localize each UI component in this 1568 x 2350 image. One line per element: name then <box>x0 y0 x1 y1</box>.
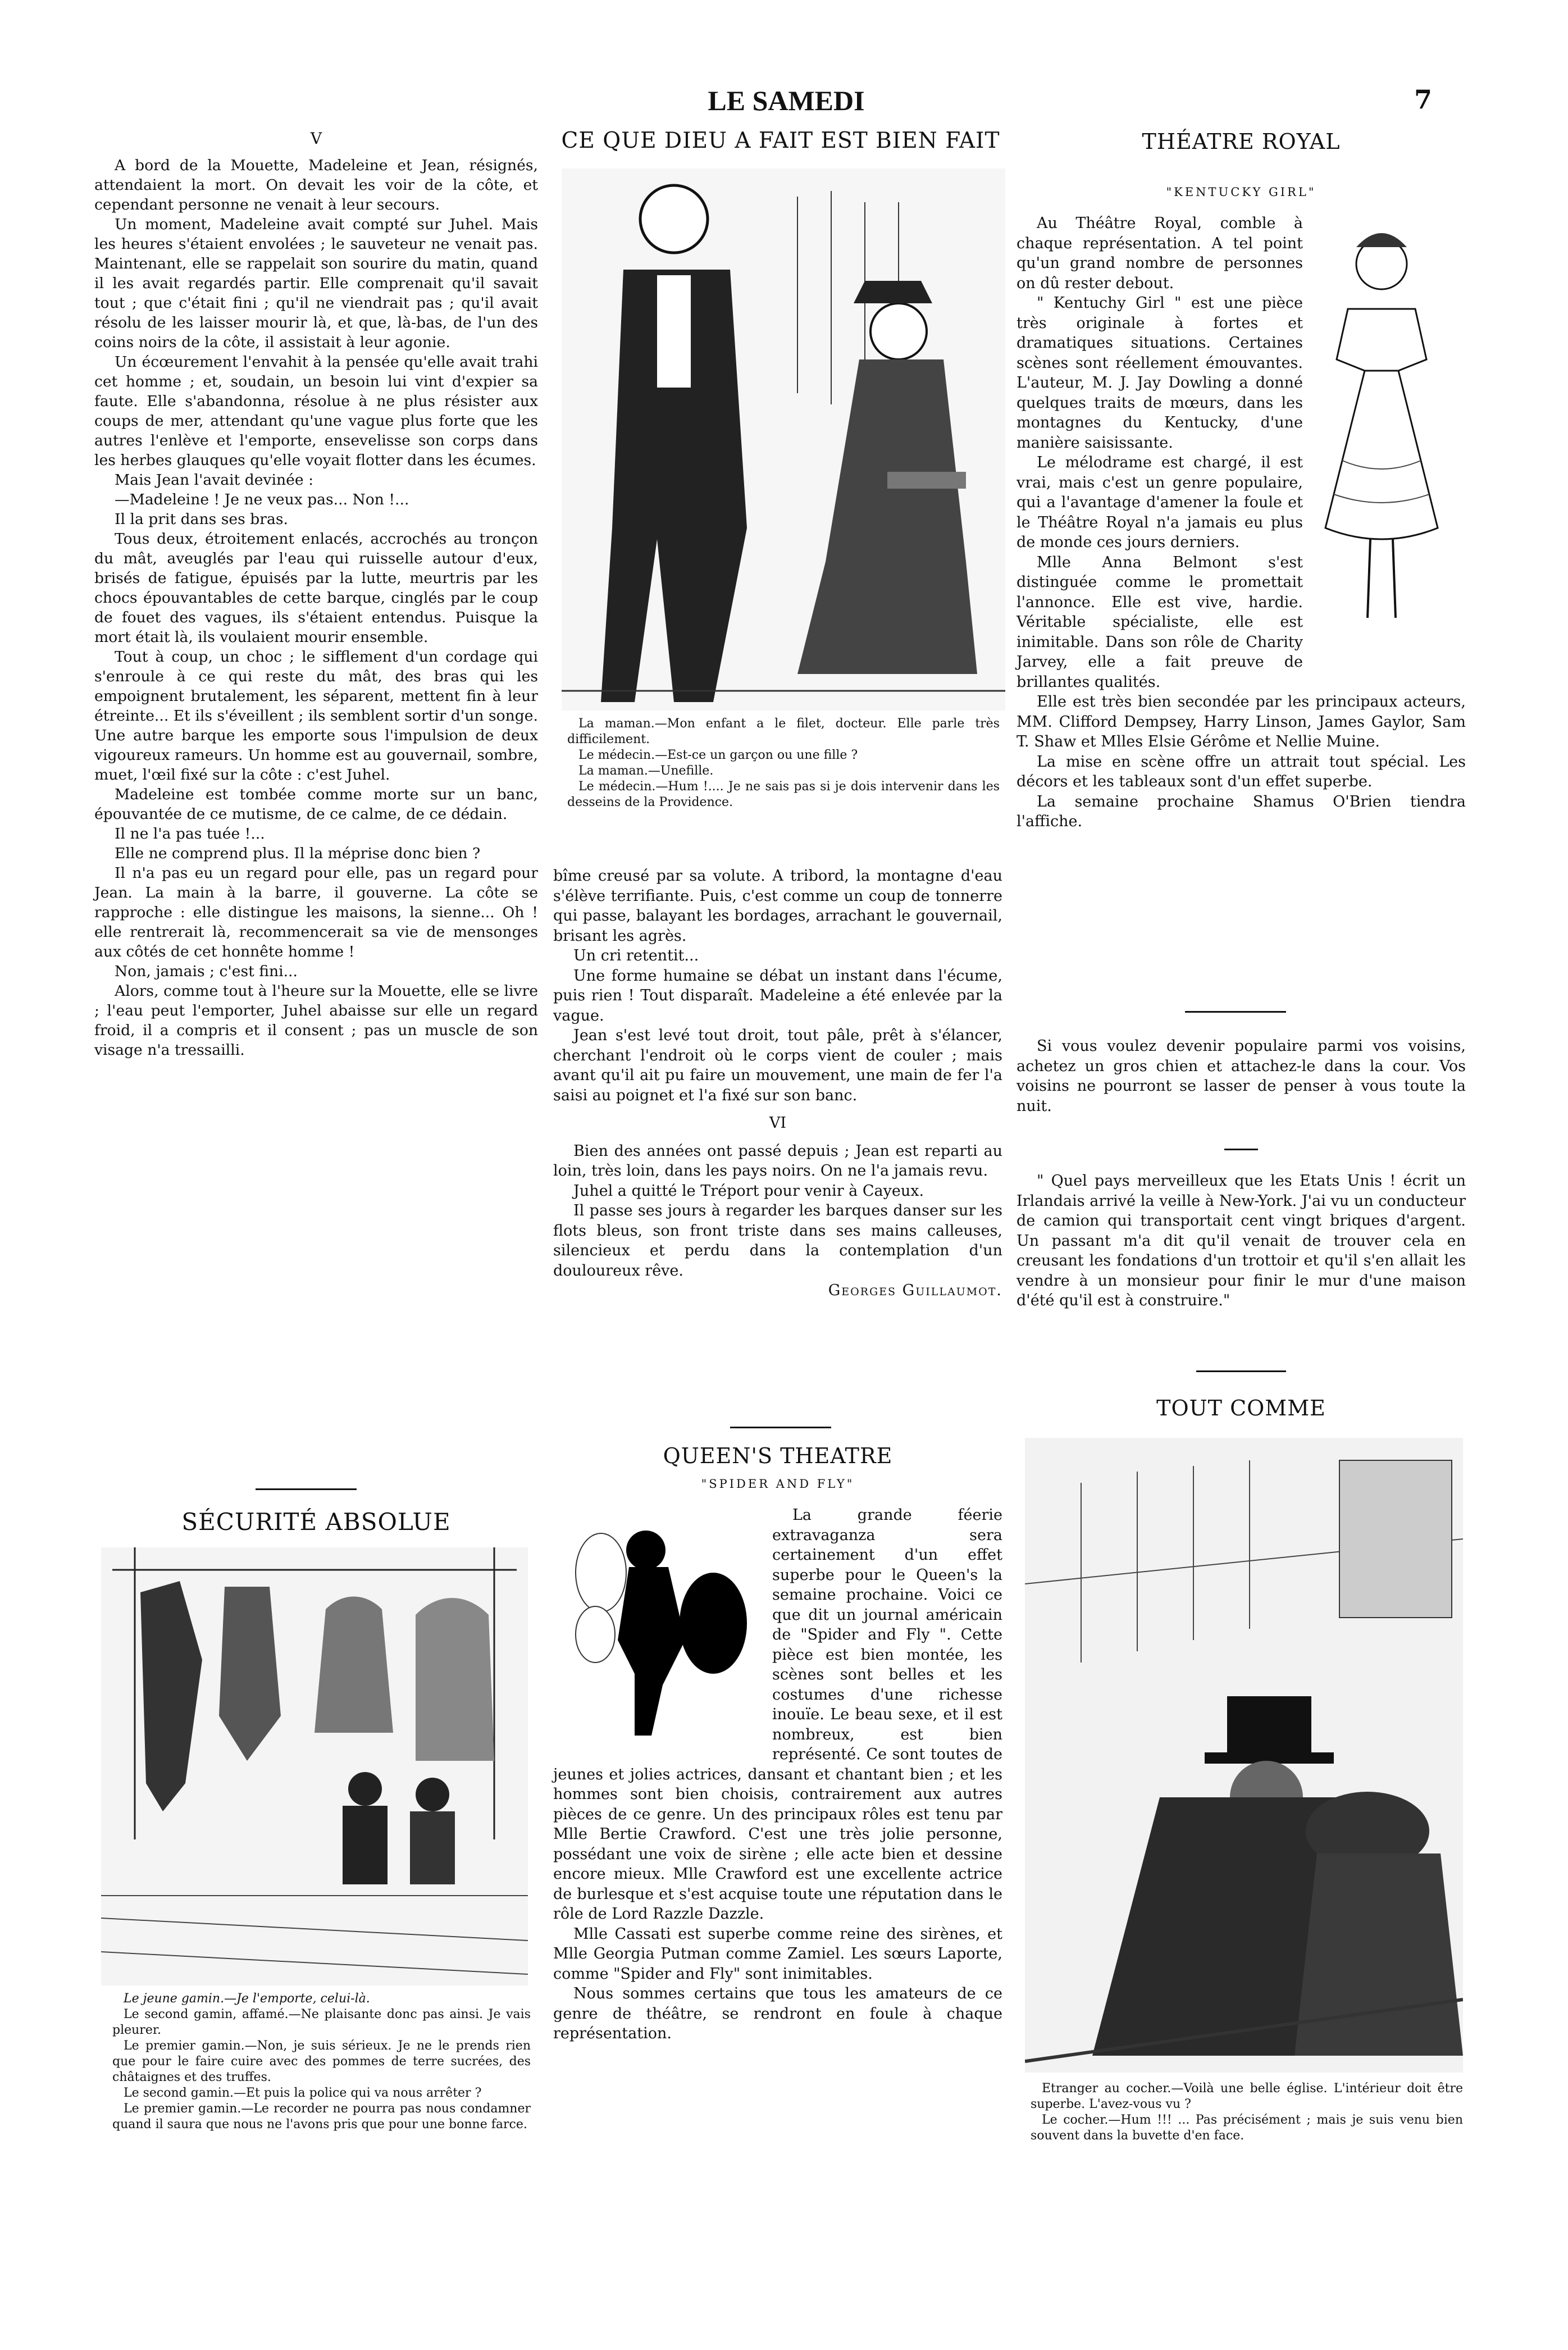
section-divider <box>730 1427 831 1428</box>
paragraph: " Kentuchy Girl " est une pièce très originale à fortes et dramatiques situations. Certaines scènes sont réellement émouvantes. L'auteur, M. J. Jay Dowling a donné quelques traits de mœurs, dans les montagnes du Kentucky, d'une manière saisissante. <box>1017 294 1303 452</box>
royal-text <box>1017 213 1466 832</box>
paragraph: Mlle Cassati est superbe comme reine des sirènes, et Mlle Georgia Putman comme Zamiel. Les sœurs Laporte, comme "Spider and Fly" sont inimitables. <box>553 1925 1002 1983</box>
paragraph: Alors, comme tout à l'heure sur la Mouette, elle se livre ; l'eau peut l'emporter, Juhel abaisse sur elle un regard froid, il a compris et il consent ; pas un muscle de son visage n'a tressailli. <box>94 982 538 1059</box>
caption-line: Le second gamin, affamé.—Ne plaisante donc pas ainsi. Je vais pleurer. <box>112 2007 531 2037</box>
caption-line: Le cocher.—Hum !!! ... Pas précisément ; mais je suis venu bien souvent dans la buvette d'en face. <box>1031 2113 1463 2143</box>
paragraph: Si vous voulez devenir populaire parmi vos voisins, achetez un gros chien et attachez-le dans la cour. Vos voisins ne pourront se lasser de penser à vous toute la nuit. <box>1017 1037 1466 1115</box>
caption-line: Etranger au cocher.—Voilà une belle église. L'intérieur doit être superbe. L'avez-vous vu ? <box>1031 2082 1463 2111</box>
caption-line: Le second gamin.—Et puis la police qui va nous arrêter ? <box>124 2086 482 2100</box>
paragraph: Tous deux, étroitement enlacés, accrochés au tronçon du mât, aveuglés par l'eau qui ruisselle autour d'eux, brisés de fatigue, épuisés par la lutte, meurtris par les chocs épouvantables de cette barque, cinglés par le coup de fouet des vagues, ils s'étaient entendus. Puisque la mort était là, ils voulaient mourir ensemble. <box>94 530 538 646</box>
author-signature: Georges Guillaumot. <box>828 1282 1002 1299</box>
paragraph: Un cri retentit... <box>573 947 699 964</box>
caption-line: Le médecin.—Est-ce un garçon ou une fille ? <box>578 748 858 762</box>
newspaper-title: LE SAMEDI <box>708 85 865 116</box>
paragraph: La grande féerie extravaganza sera certainement d'un effet superbe pour le Queen's la semaine prochaine. Voici ce que dit un journal américain de "Spider and Fly ". Cette pièce est bien montée, les scènes sont belles et les costumes d'une richesse inouïe. Le beau sexe, et il est nombreux, est bien représenté. Ce sont toutes de jeunes et jolies actrices, dansant et chantant bien ; et les hommes sont bien choisis, contrairement aux autres pièces de ce genre. Un des principaux rôles est tenu par Mlle Bertie Crawford. C'est une très jolie personne, possédant une voix de sirène ; elle acte bien et dessine encore mieux. Mlle Crawford est une excellente actrice de burlesque et s'est acquise toute une réputation dans le rôle de Lord Razzle Dazzle. <box>553 1506 1002 1923</box>
illustration-securite <box>101 1547 528 1985</box>
paragraph: Il passe ses jours à regarder les barques danser sur les flots bleus, son front triste dans ses mains calleuses, silencieux et perdu dans la contemplation d'un douloureux rêve. <box>553 1202 1002 1279</box>
paragraph: bîme creusé par sa volute. A tribord, la montagne d'eau s'élève terrifiante. Puis, c'est comme un coup de tonnerre qui passe, balayant les bordages, arrachant le gouvernail, brisant les agrès. <box>553 867 1002 945</box>
chapter-number-vi: VI <box>769 1114 787 1132</box>
page-number: 7 <box>1414 84 1432 115</box>
paragraph: Non, jamais ; c'est fini... <box>115 963 298 980</box>
illustration-tout-comme <box>1025 1438 1463 2073</box>
caption-securite <box>112 1991 531 2133</box>
paragraph: Mais Jean l'avait devinée : <box>115 471 314 489</box>
illustration-doctor <box>562 168 1005 711</box>
paragraph: Juhel a quitté le Tréport pour venir à Cayeux. <box>573 1182 924 1200</box>
paragraph: Il la prit dans ses bras. <box>115 511 288 528</box>
paragraph: Il ne l'a pas tuée !... <box>115 825 265 842</box>
column-left <box>94 129 538 1060</box>
story-text-part-1 <box>94 156 538 1060</box>
section-divider <box>256 1488 357 1490</box>
heading-theatre-royal: THÉATRE ROYAL <box>1142 129 1341 154</box>
subheading-kentucky-girl: "KENTUCKY GIRL" <box>1166 185 1316 199</box>
paragraph: Nous sommes certains que tous les amateurs de ce genre de théâtre, se rendront en foule à chaque représentation. <box>553 1985 1002 2042</box>
irlandais-text <box>1017 1171 1466 1311</box>
paragraph: —Madeleine ! Je ne veux pas... Non !... <box>115 491 409 508</box>
queens-text <box>553 1505 1002 2044</box>
heading-ce-que-dieu-a-fait: CE QUE DIEU A FAIT EST BIEN FAIT <box>561 128 1000 153</box>
section-divider <box>1196 1370 1286 1372</box>
heading-queens-theatre: QUEEN'S THEATRE <box>663 1443 893 1468</box>
paragraph: Il n'a pas eu un regard pour elle, pas un regard pour Jean. La main à la barre, il gouverne. La côte se rapproche : elle distingue les maisons, la sienne... Oh ! elle rentrerait là, recommencerait sa vie de mensonges aux côtés de cet honnête homme ! <box>94 864 538 960</box>
caption-line: La maman.—Mon enfant a le filet, docteur. Elle parle très difficilement. <box>567 717 1000 746</box>
paragraph: Jean s'est levé tout droit, tout pâle, prêt à s'élancer, cherchant l'endroit où le corps vient de couler ; mais avant qu'il ait pu faire un mouvement, une main de fer l'a saisi au poignet et l'a fixé sur son banc. <box>553 1027 1002 1104</box>
caption-line: Le premier gamin.—Le recorder ne pourra pas nous condamner quand il saura que nous ne l'avons pris que pour une bonne farce. <box>112 2102 531 2132</box>
paragraph: Le mélodrame est chargé, il est vrai, mais c'est un genre populaire, qui a l'avantage d'amener la foule et le Théâtre Royal n'a jamais eu plus de monde ces jours derniers. <box>1017 454 1303 551</box>
caption-line: Le jeune gamin.—Je l'emporte, celui-là. <box>124 1992 370 2006</box>
story-text-part-2 <box>553 866 1002 1301</box>
engraving-carriage-scene <box>1025 1438 1463 2073</box>
caption-line: Le médecin.—Hum !.... Je ne sais pas si je dois intervenir dans les desseins de la Providence. <box>567 780 1000 809</box>
paragraph: Une forme humaine se débat un instant dans l'écume, puis rien ! Tout disparaît. Madeleine a été enlevée par la vague. <box>553 967 1002 1024</box>
caption-line: La maman.—Unefille. <box>578 764 714 778</box>
subheading-spider-and-fly: "SPIDER AND FLY" <box>701 1477 855 1491</box>
paragraph: " Quel pays merveilleux que les Etats Unis ! écrit un Irlandais arrivé la veille à New-York. J'ai vu un conducteur de camion qui transportait cent vingt briques d'argent. Un passant m'a dit qu'il venait de trouver cela en creusant les fondations d'un trottoir et qu'il s'en allait les vendre à un monsieur pour finir le mur d'une maison d'été qu'il est à construire." <box>1017 1172 1466 1309</box>
chapter-number-v: V <box>310 129 322 148</box>
paragraph: Bien des années ont passé depuis ; Jean est reparti au loin, très loin, dans les pays noirs. On ne l'a jamais revu. <box>553 1142 1002 1179</box>
populaire-text <box>1017 1036 1466 1116</box>
paragraph: Un écœurement l'envahit à la pensée qu'elle avait trahi cet homme ; et, soudain, un besoin lui vint d'expier sa faute. Elle s'abandonna, résolue à ne plus résister aux coups de mer, attendant qu'une vague plus forte que les autres l'enlève et l'emporte, ensevelisse son corps dans les herbes glauques qu'elle voyait flotter dans les écumes. <box>94 353 538 469</box>
heading-securite-absolue: SÉCURITÉ ABSOLUE <box>181 1508 451 1536</box>
caption-line: Le premier gamin.—Non, je suis sérieux. Je ne le prends rien que pour le faire cuire avec des pommes de terre sucrées, des châtaignes et des truffes. <box>112 2039 531 2084</box>
paragraph: Tout à coup, un choc ; le sifflement d'un cordage qui s'enroule à ce qui reste du mât, des bras qui les empoignent brutalement, les séparent, mettent fin à leur étreinte... Et ils s'éveillent ; ils semblent sortir d'un songe. Une autre barque les emporte sous l'impulsion de deux vigoureux rameurs. Un homme est au gouvernail, sombre, muet, l'œil fixé sur la côte : c'est Juhel. <box>94 648 538 784</box>
engraving-butcher-shop <box>101 1547 528 1985</box>
heading-tout-comme: TOUT COMME <box>1156 1396 1326 1420</box>
caption-dieu <box>567 716 1000 810</box>
paragraph: Madeleine est tombée comme morte sur un banc, épouvantée de ce mutisme, de ce calme, de ce dédain. <box>94 786 538 823</box>
paragraph: Mlle Anna Belmont s'est distinguée comme le promettait l'annonce. Elle est vive, hardie. Véritable spécialiste, elle est inimitable. Dans son rôle de Charity Jarvey, elle a fait preuve de brillantes qualités. <box>1017 553 1303 691</box>
caption-tout-comme <box>1031 2081 1463 2144</box>
paragraph: Au Théâtre Royal, comble à chaque représentation. A tel point qu'un grand nombre de personnes on dû rester debout. <box>1017 215 1303 292</box>
paragraph: La semaine prochaine Shamus O'Brien tiendra l'affiche. <box>1017 793 1466 830</box>
paragraph: Elle est très bien secondée par les principaux acteurs, MM. Clifford Dempsey, Harry Linson, James Gaylor, Sam T. Shaw et Mlles Elsie Gérôme et Nellie Muine. <box>1017 693 1466 750</box>
paragraph: Elle ne comprend plus. Il la méprise donc bien ? <box>115 845 481 862</box>
engraving-doctor-and-mother <box>562 168 1005 711</box>
paragraph: A bord de la Mouette, Madeleine et Jean, résignés, attendaient la mort. On devait les voir de la côte, et cependant personne ne venait à leur secours. <box>94 157 538 213</box>
section-divider <box>1224 1149 1258 1150</box>
paragraph: Un moment, Madeleine avait compté sur Juhel. Mais les heures s'étaient envolées ; le sauveteur ne venait pas. Maintenant, elle se rappelait son sourire du matin, quand il les avait regardés partir. Elle comprenait qu'il savait tout ; que c'était fini ; qu'il ne viendrait pas ; qu'il avait résolu de les laisser mourir là, et que, là-bas, de l'un des coins noirs de la côte, il assistait à leur agonie. <box>94 216 538 351</box>
section-divider <box>1185 1011 1286 1013</box>
paragraph: La mise en scène offre un attrait tout spécial. Les décors et les tableaux sont d'un effet superbe. <box>1017 753 1466 790</box>
